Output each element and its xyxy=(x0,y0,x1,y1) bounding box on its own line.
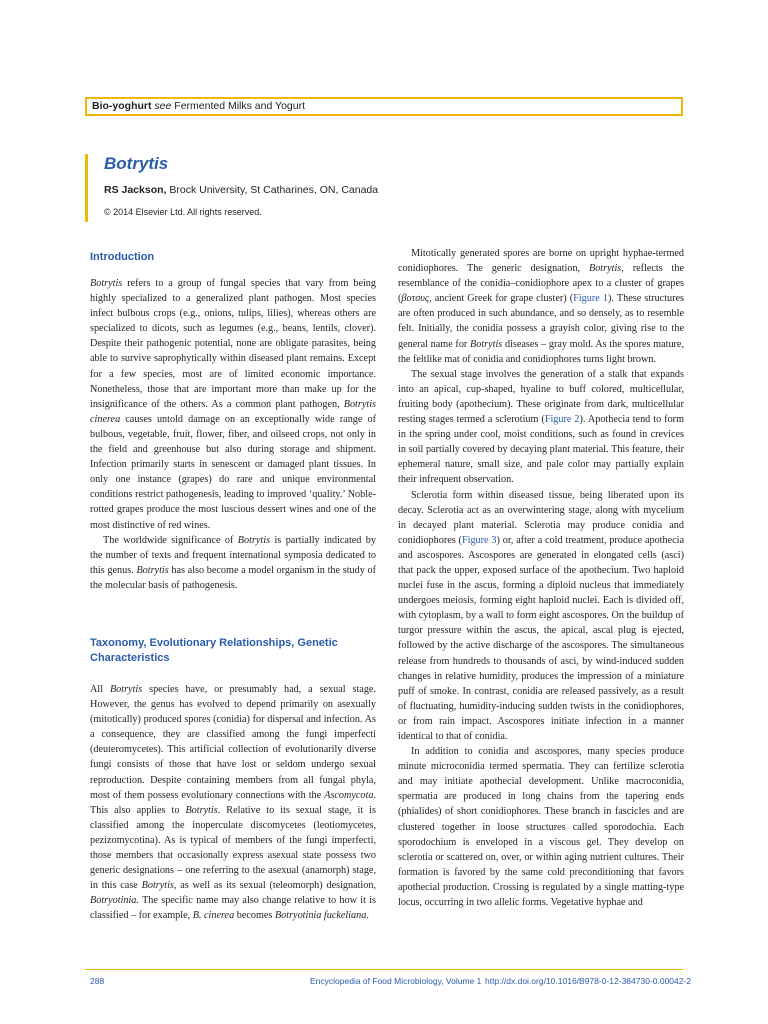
species-name: B. cinerea xyxy=(192,910,235,922)
text-run: reflects the resemblance of the conidia–conidiophore apex to a cluster of grapes ( xyxy=(398,263,684,305)
text-run: as well as its sexual (teleomorph) designation, xyxy=(176,880,376,892)
paragraph xyxy=(90,533,376,593)
paragraph: In addition to conidia and ascospores, many species produce minute microconidia termed spermatia. They can fertilize sclerotia and may initiate apothecial development. Unlike macroconidia, spermatia are produced in long chains from the tapering ends (phialides) of short conidiophores. These branch in fascicles and are clustered together in loose structures called sporodochia. Each sporodochium is enveloped in a viscous gel. They develop on sclerotia or scattered on, over, or within aging nutrient cultures. Their formation is favored by the same cold preconditioning that favors apothecial production. Crossing is regulated by a single matting-type locus, occurring in two allelic forms. Vegetative hyphae and xyxy=(398,746,684,909)
text-run: ). Apothecia tend to form in the spring under cool, moist conditions, such as found in crevices in soil partially covered by decaying plant material. This feature, their ephemeral nature, small size, and pale color may partially explain their infrequent observation. xyxy=(398,414,684,486)
text-run: becomes xyxy=(234,910,275,922)
title-accent-bar xyxy=(85,154,88,222)
text-run: refers to a group of fungal species that vary from being highly specialized to a generalized plant pathogen. Most species infect bulbous crops (e.g., onions, tulips, lilies), whereas others are specialized to dicots, such as legumes (e.g., beans, lentils, clover). Despite their pathogenic potential, none are obligate parasites, being able to survive saprophytically within diseased plant remains. Except for a few species, most are of limited economic importance. Nonetheless, those that are important more than make up for the insignificance of the others. As a common plant pathogen, xyxy=(90,278,376,410)
text-run: , ancient Greek for grape cluster) ( xyxy=(429,293,574,305)
paragraph xyxy=(90,682,376,924)
species-name: Botrytis cinerea xyxy=(90,398,376,425)
text-run: The sexual stage involves the generation of a stalk that expands into an apical, cup-shaped, hyaline to buff colored, multicellular, fruiting body (apothecium). These originate from dark, multicellular resting stages termed a sclerotium ( xyxy=(398,368,684,426)
see-also-box xyxy=(85,97,683,116)
genus-name: Botrytis xyxy=(90,278,123,289)
paragraph xyxy=(398,367,684,488)
right-column-text xyxy=(398,246,684,910)
figure-1-link[interactable]: Figure 1 xyxy=(573,293,609,305)
text-run: species have, or presumably had, a sexual stage. However, the genus has evolved to depend primarily on asexually (mitotically) produced spores (conidia) for dispersal and infection. As a consequence, they are classified among the fungi imperfecti (deuteromycetes). This artificial collection of evolutionarily diverse fungi consists of those that have lost or seldom undergo sexual reproduction. Despite containing members from all fungal phyla, most of them possess evolutionary connections with the xyxy=(90,684,376,801)
copyright-notice: © 2014 Elsevier Ltd. All rights reserved. xyxy=(104,207,262,217)
see-word: see xyxy=(154,100,172,112)
text-run: . This also applies to xyxy=(90,789,376,816)
genus-name: Botrytis xyxy=(237,534,271,546)
figure-3-link[interactable]: Figure 3 xyxy=(461,534,497,546)
species-name: Botryotinia fuckeliana xyxy=(274,910,367,922)
genus-name: Botrytis, xyxy=(588,263,624,275)
section-heading-introduction: Introduction xyxy=(90,251,155,263)
paragraph xyxy=(398,488,684,745)
doi-link[interactable]: http://dx.doi.org/10.1016/B978-0-12-384730-0.00042-2 xyxy=(485,976,692,986)
text-run: The worldwide significance of xyxy=(103,534,238,546)
text-run: causes untold damage on an exceptionally wide range of bulbous, vegetable, fruit, flower, fiber, and oilseed crops, not only in the field and greenhouse but also during storage and shipment. Infection primarily starts in senescent or damaged plant tissues. In only one instance (grapes) do rare and unique environmental conditions restrict pathogenesis, leading to improved ‘quality.’ Noble-rotted grapes produce the most luscious dessert wines and one of the most distinctive of red wines. xyxy=(90,413,376,531)
author-name: RS Jackson, xyxy=(104,184,167,196)
article-title: Botrytis xyxy=(104,154,169,173)
journal-name: Encyclopedia of Food Microbiology, Volume 1 xyxy=(310,976,482,986)
text-run: has also become a model organism in the study of the molecular basis of pathogenesis. xyxy=(90,564,376,591)
text-run: is partially indicated by the number of texts and frequent international symposia dedicated to this genus. xyxy=(90,534,376,576)
text-run: ) or, after a cold treatment, produce apothecia and ascospores. Ascospores are generated in elongated cells (asci) that pack the upper, exposed surface of the apothecium. Two haploid nuclei fuse in the ascus, forming a diploid nucleus that immediately undergoes meiosis, forming eight haploid nuclei. Each is divided off, with cytoplasm, by a wall to form eight ascospores. On the buildup of turgor pressure within the ascus, the apical, ascal plug is ejected, followed by the active discharge of the ascospores. The simultaneous release from hundreds to thousands of asci, by wind-induced sudden changes in relative humidity, produces the impression of a miniature puff of smoke. In contrast, conidia are released passively, as a result of fluctuating, humidity-inducing sudden twists in the conidiophores, or from rain impact. Ascospores initiate infection in a manner identical to that of conidia. xyxy=(398,534,684,742)
text-run: Sclerotia form within diseased tissue, being liberated upon its decay. Sclerotia act as an overwintering stage, along with mycelium in decayed plant material. Sclerotia may produce conidia and conidiophores ( xyxy=(398,489,684,546)
see-target-link[interactable]: Fermented Milks and Yogurt xyxy=(174,100,306,112)
section-heading-taxonomy: Taxonomy, Evolutionary Relationships, Genetic Characteristics xyxy=(90,637,338,664)
text-run: Mitotically generated spores are borne on upright hyphae-termed conidiophores. The generic designation, xyxy=(398,248,684,275)
page-number: 288 xyxy=(90,976,105,986)
genus-name: Botrytis, xyxy=(141,880,177,892)
phylum-name: Ascomycota xyxy=(324,789,374,801)
genus-name: Botryotinia. xyxy=(90,895,139,907)
paragraph xyxy=(398,246,684,367)
genus-name: Botrytis xyxy=(470,338,503,350)
see-term: Bio-yoghurt xyxy=(92,100,152,112)
introduction-text xyxy=(90,276,376,593)
figure-2-link[interactable]: Figure 2 xyxy=(544,414,580,426)
greek-word: βοτσυς xyxy=(401,293,430,305)
text-run: . Relative to its sexual stage, it is classified among the inoperculate discomycetes (leotiomycetes, pezizomycotina). As is typical of members of the fungi imperfecti, those members that occasionally express asexual state possess two generic designations – one referring to the asexual (anamorph) stage, in this case xyxy=(90,804,376,892)
footer-rule xyxy=(85,969,683,970)
genus-name: Botrytis xyxy=(136,564,169,576)
text-run: ). These structures are often produced in such abundance, and so densely, as to resemble felt. Initially, the conidia possess a grayish color, giving rise to the general name for xyxy=(398,293,684,350)
author-line xyxy=(104,183,378,197)
text-run: All xyxy=(90,684,110,695)
genus-name: Botrytis xyxy=(185,804,218,816)
genus-name: Botrytis xyxy=(109,684,143,695)
text-run: . xyxy=(366,910,369,922)
text-run: The specific name may also change relative to how it is classified – for example, xyxy=(90,895,376,922)
text-run: diseases – gray mold. As the spores mature, the feltlike mat of conidia and conidiophores turns light brown. xyxy=(398,338,684,365)
paragraph xyxy=(90,276,376,533)
taxonomy-text xyxy=(90,682,376,924)
author-affiliation: Brock University, St Catharines, ON, Canada xyxy=(169,184,379,196)
